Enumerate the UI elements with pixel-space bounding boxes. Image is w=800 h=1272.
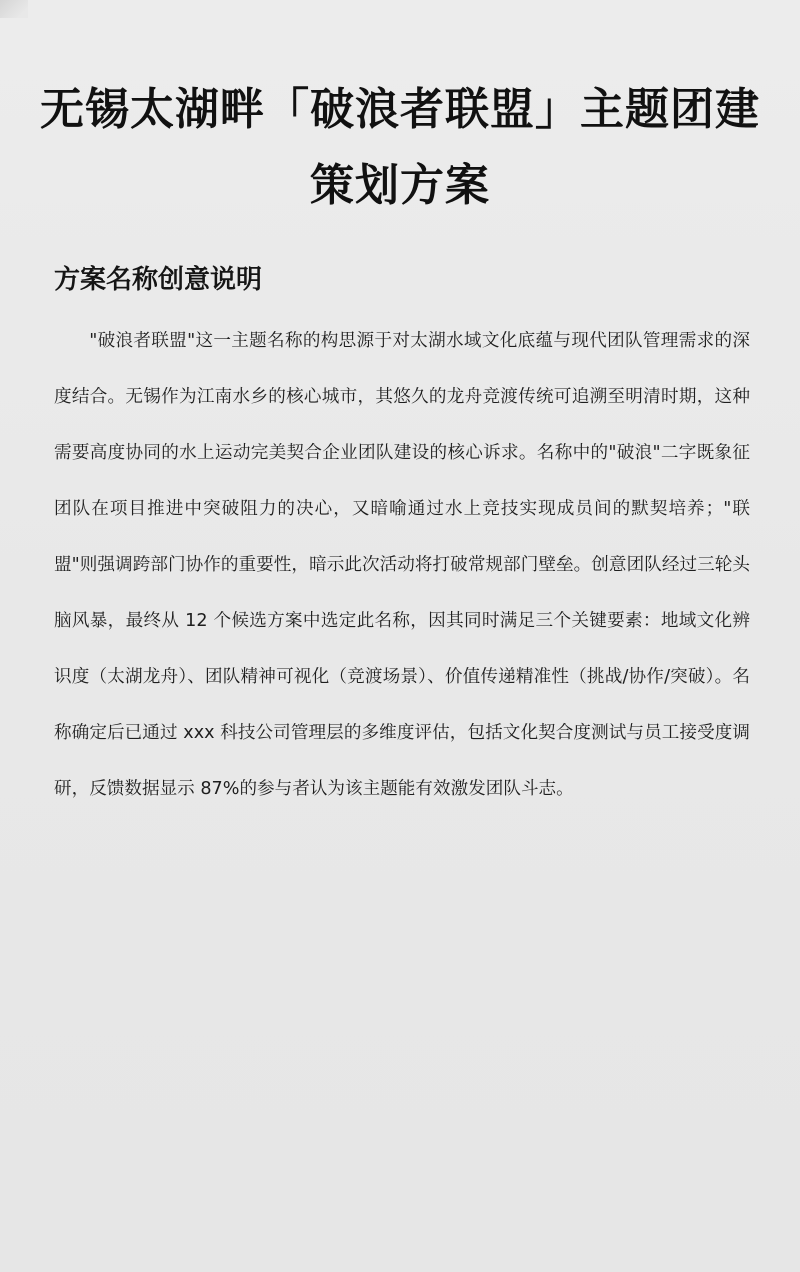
body-paragraph: "破浪者联盟"这一主题名称的构思源于对太湖水域文化底蕴与现代团队管理需求的深度结合。无锡作为江南水乡的核心城市，其悠久的龙舟竞渡传统可追溯至明清时期，这种需要高度协同的水上运动完美契合企业团队建设的核心诉求。名称中的"破浪"二字既象征团队在项目推进中突破阻力的决心，又暗喻通过水上竞技实现成员间的默契培养；"联盟"则强调跨部门协作的重要性，暗示此次活动将打破常规部门壁垒。创意团队经过三轮头脑风暴，最终从 12 个候选方案中选定此名称，因其同时满足三个关键要素：地域文化辨识度（太湖龙舟）、团队精神可视化（竞渡场景）、价值传递精准性（挑战/协作/突破）。名称确定后已通过 xxx 科技公司管理层的多维度评估，包括文化契合度测试与员工接受度调研，反馈数据显示 87%的参与者认为该主题能有效激发团队斗志。 — [54, 331, 750, 799]
section-heading: 方案名称创意说明 — [54, 265, 263, 295]
page-corner-shadow — [0, 0, 28, 18]
document-title: 无锡太湖畔「破浪者联盟」主题团建策划方案 — [40, 84, 760, 211]
